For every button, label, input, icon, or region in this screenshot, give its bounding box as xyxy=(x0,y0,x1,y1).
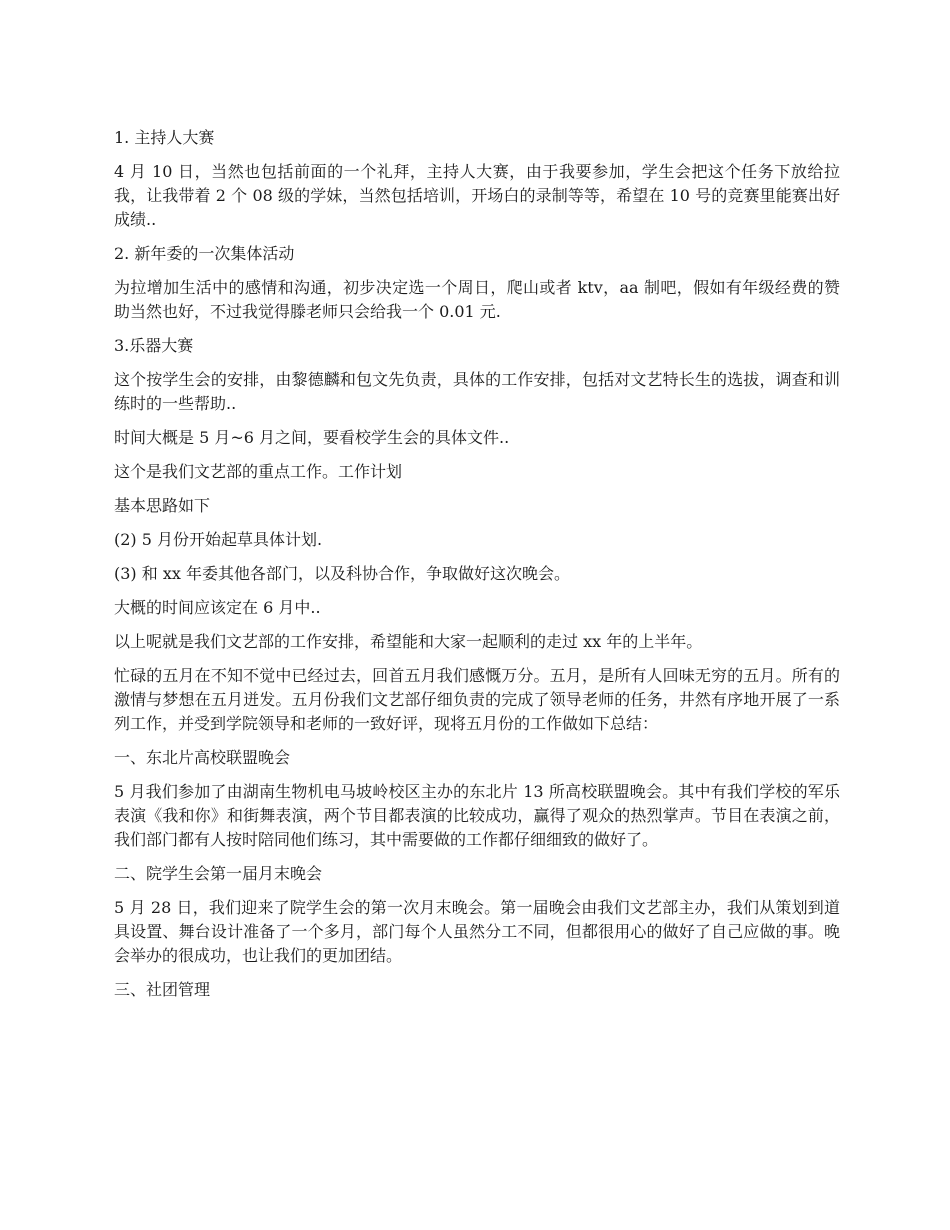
paragraph-month-end-gala: 5 月 28 日，我们迎来了院学生会的第一次月末晚会。第一届晚会由我们文艺部主办，我们从策划到道具设置、舞台设计准备了一个多月，部门每个人虽然分工不同，但都很用心的做好了自己应做的事。晚会举办的很成功，也让我们的更加团结。 xyxy=(114,898,840,965)
paragraph-group-activity: 为拉增加生活中的感情和沟通，初步决定选一个周日，爬山或者 ktv，aa 制吧，假如有年级经费的赞助当然也好，不过我觉得滕老师只会给我一个 0.01 元. xyxy=(114,278,840,321)
heading-northeast-gala: 一、东北片高校联盟晚会 xyxy=(114,748,291,767)
paragraph-host-contest: 4 月 10 日，当然也包括前面的一个礼拜，主持人大赛，由于我要参加，学生会把这个任务下放给拉我，让我带着 2 个 08 级的学妹，当然包括培训，开场白的录制等等，希望在 10 号的竞赛里能赛出好成绩.. xyxy=(114,162,840,229)
list-item-2: (2) 5 月份开始起草具体计划. xyxy=(114,530,323,549)
paragraph-key-work: 这个是我们文艺部的重点工作。工作计划 xyxy=(114,462,403,481)
paragraph-basic-idea: 基本思路如下 xyxy=(114,496,211,515)
heading-host-contest: 1. 主持人大赛 xyxy=(114,128,215,147)
paragraph-northeast-gala: 5 月我们参加了由湖南生物机电马坡岭校区主办的东北片 13 所高校联盟晚会。其中有我们学校的军乐表演《我和你》和街舞表演，两个节目都表演的比较成功，赢得了观众的热烈掌声。节目在表演之前，我们部门都有人按时陪同他们练习，其中需要做的工作都仔细细致的做好了。 xyxy=(114,782,840,849)
paragraph-timing: 大概的时间应该定在 6 月中.. xyxy=(114,598,321,617)
paragraph-conclusion: 以上呢就是我们文艺部的工作安排，希望能和大家一起顺利的走过 xx 年的上半年。 xyxy=(114,632,703,651)
paragraph-may-summary: 忙碌的五月在不知不觉中已经过去，回首五月我们感慨万分。五月，是所有人回味无穷的五月。所有的激情与梦想在五月迸发。五月份我们文艺部仔细负责的完成了领导老师的任务，井然有序地开展了一系列工作，并受到学院领导和老师的一致好评，现将五月份的工作做如下总结： xyxy=(114,666,840,733)
heading-club-management: 三、社团管理 xyxy=(114,980,211,999)
paragraph-instrument-contest: 这个按学生会的安排，由黎德麟和包文先负责，具体的工作安排，包括对文艺特长生的选拔，调查和训练时的一些帮助.. xyxy=(114,370,840,413)
paragraph-time-schedule: 时间大概是 5 月~6 月之间，要看校学生会的具体文件.. xyxy=(114,428,510,447)
list-item-3: (3) 和 xx 年委其他各部门，以及科协合作，争取做好这次晚会。 xyxy=(114,564,570,583)
heading-month-end-gala: 二、院学生会第一届月末晚会 xyxy=(114,864,323,883)
heading-instrument-contest: 3.乐器大赛 xyxy=(114,336,194,355)
document-body xyxy=(114,126,840,1012)
heading-group-activity: 2. 新年委的一次集体活动 xyxy=(114,244,295,263)
